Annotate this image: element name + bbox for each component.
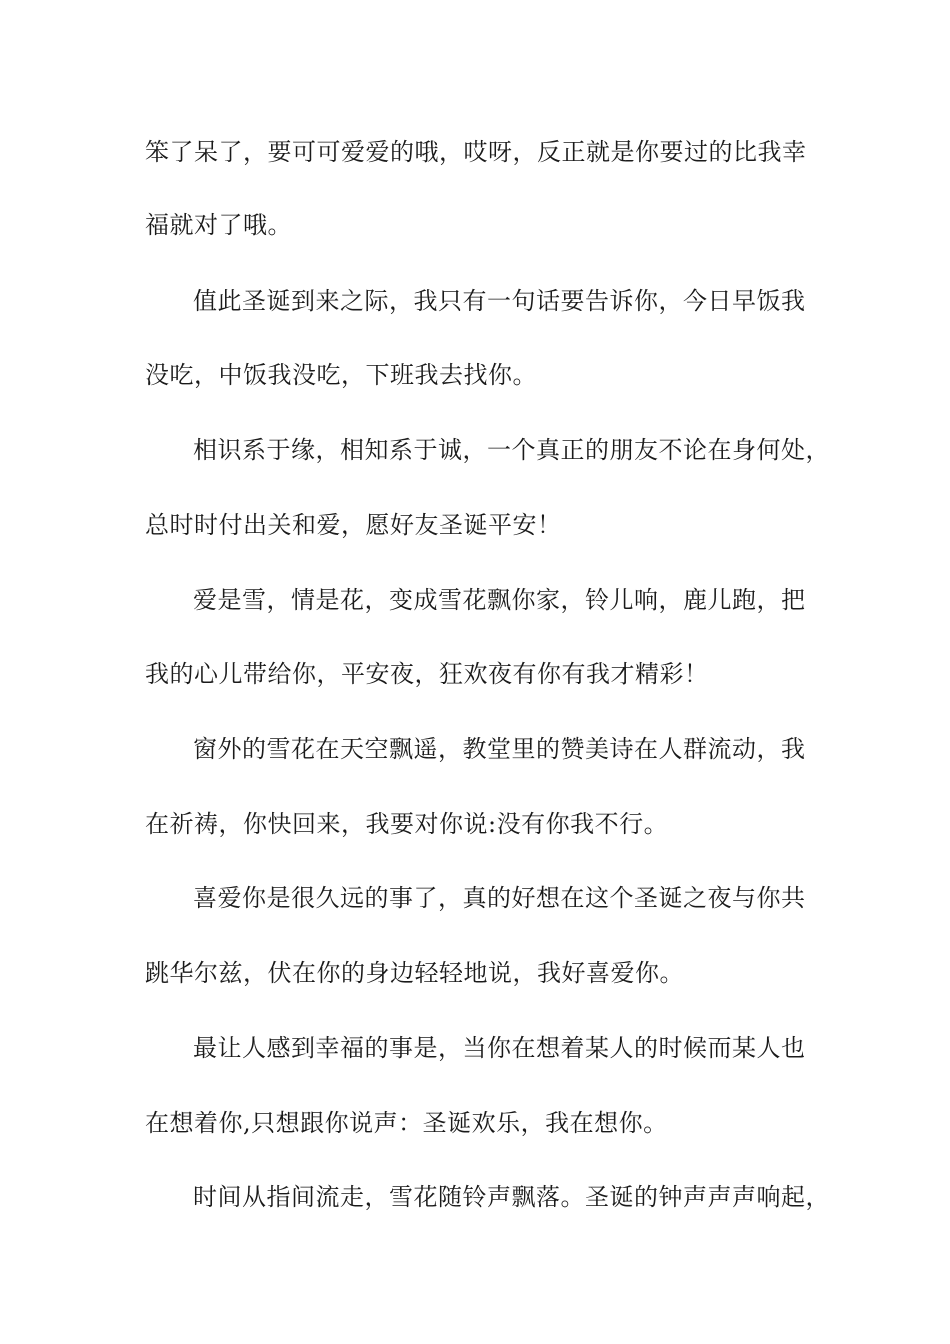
text-line: 福就对了哦。 [145,211,292,239]
paragraph-first-line: 窗外的雪花在天空飘遥，教堂里的赞美诗在人群流动，我 [193,735,806,763]
text-line: 没吃，中饭我没吃，下班我去找你。 [145,361,537,389]
paragraph-first-line: 相识系于缘，相知系于诚，一个真正的朋友不论在身何处， [193,436,830,464]
paragraph-first-line: 喜爱你是很久远的事了，真的好想在这个圣诞之夜与你共 [193,884,806,912]
text-line: 笨了呆了，要可可爱爱的哦，哎呀，反正就是你要过的比我幸 [145,138,807,166]
paragraph-first-line: 时间从指间流走，雪花随铃声飘落。圣诞的钟声声声响起， [193,1183,830,1211]
paragraph-first-line: 最让人感到幸福的事是，当你在想着某人的时候而某人也 [193,1034,806,1062]
text-line: 在祈祷，你快回来，我要对你说:没有你我不行。 [145,810,669,838]
text-line: 我的心儿带给你，平安夜，狂欢夜有你有我才精彩！ [145,660,709,688]
paragraph-first-line: 爱是雪，情是花，变成雪花飘你家，铃儿响，鹿儿跑，把 [193,586,806,614]
text-line: 跳华尔兹，伏在你的身边轻轻地说，我好喜爱你。 [145,959,684,987]
text-line: 总时时付出关和爱，愿好友圣诞平安！ [145,511,562,539]
text-line: 在想着你,只想跟你说声：圣诞欢乐，我在想你。 [145,1109,668,1137]
paragraph-first-line: 值此圣诞到来之际，我只有一句话要告诉你，今日早饭我 [193,287,806,315]
